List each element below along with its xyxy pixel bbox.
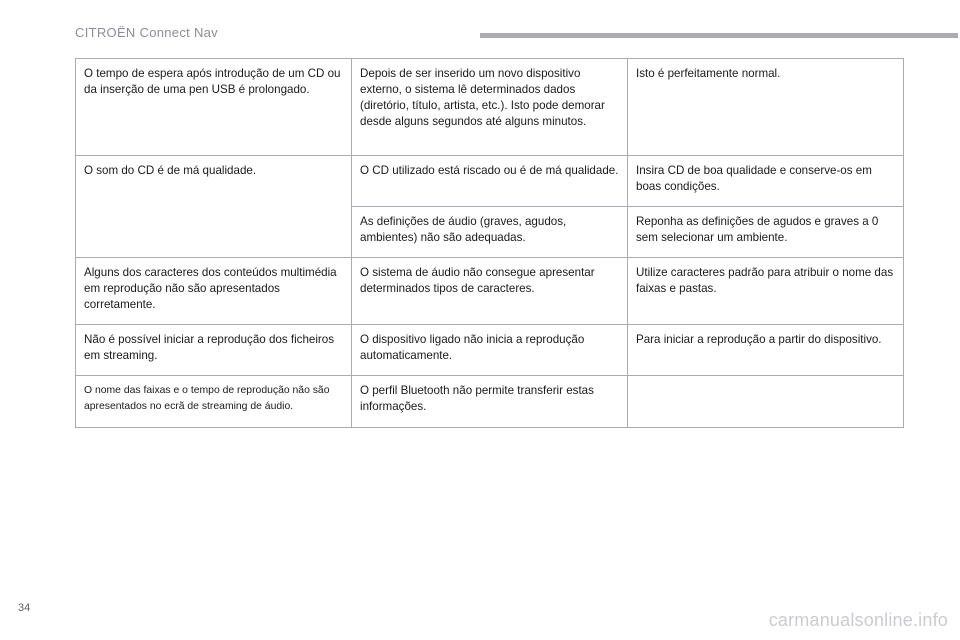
solution-cell: Reponha as definições de agudos e graves a 0 sem selecionar um ambiente. bbox=[628, 207, 904, 258]
problem-cell: O tempo de espera após introdução de um CD ou da inserção de uma pen USB é prolongado. bbox=[76, 59, 352, 156]
cause-cell: Depois de ser inserido um novo dispositivo externo, o sistema lê determinados dados (diretório, título, artista, etc.). Isto pode demorar desde alguns segundos até alguns minutos. bbox=[352, 59, 628, 156]
cause-cell: O perfil Bluetooth não permite transferir estas informações. bbox=[352, 376, 628, 428]
table-row bbox=[76, 376, 904, 428]
troubleshooting-table bbox=[75, 58, 904, 428]
table-row bbox=[76, 325, 904, 376]
cause-cell: O dispositivo ligado não inicia a reprodução automaticamente. bbox=[352, 325, 628, 376]
table-row bbox=[76, 156, 904, 207]
problem-cell: O nome das faixas e o tempo de reprodução não são apresentados no ecrã de streaming de áudio. bbox=[76, 376, 352, 428]
table-row bbox=[76, 59, 904, 156]
header-rule bbox=[480, 33, 958, 38]
solution-cell: Insira CD de boa qualidade e conserve-os em boas condições. bbox=[628, 156, 904, 207]
solution-cell bbox=[628, 376, 904, 428]
page-header-title: CITROËN Connect Nav bbox=[75, 25, 218, 40]
cause-cell: O CD utilizado está riscado ou é de má qualidade. bbox=[352, 156, 628, 207]
problem-cell: O som do CD é de má qualidade. bbox=[76, 156, 352, 258]
page-number: 34 bbox=[18, 602, 31, 614]
cause-cell: O sistema de áudio não consegue apresentar determinados tipos de caracteres. bbox=[352, 258, 628, 325]
problem-cell: Alguns dos caracteres dos conteúdos multimédia em reprodução não são apresentados corretamente. bbox=[76, 258, 352, 325]
problem-cell: Não é possível iniciar a reprodução dos ficheiros em streaming. bbox=[76, 325, 352, 376]
cause-cell: As definições de áudio (graves, agudos, ambientes) não são adequadas. bbox=[352, 207, 628, 258]
watermark: carmanualsonline.info bbox=[768, 610, 948, 630]
solution-cell: Isto é perfeitamente normal. bbox=[628, 59, 904, 156]
solution-cell: Utilize caracteres padrão para atribuir o nome das faixas e pastas. bbox=[628, 258, 904, 325]
table-row bbox=[76, 258, 904, 325]
solution-cell: Para iniciar a reprodução a partir do dispositivo. bbox=[628, 325, 904, 376]
